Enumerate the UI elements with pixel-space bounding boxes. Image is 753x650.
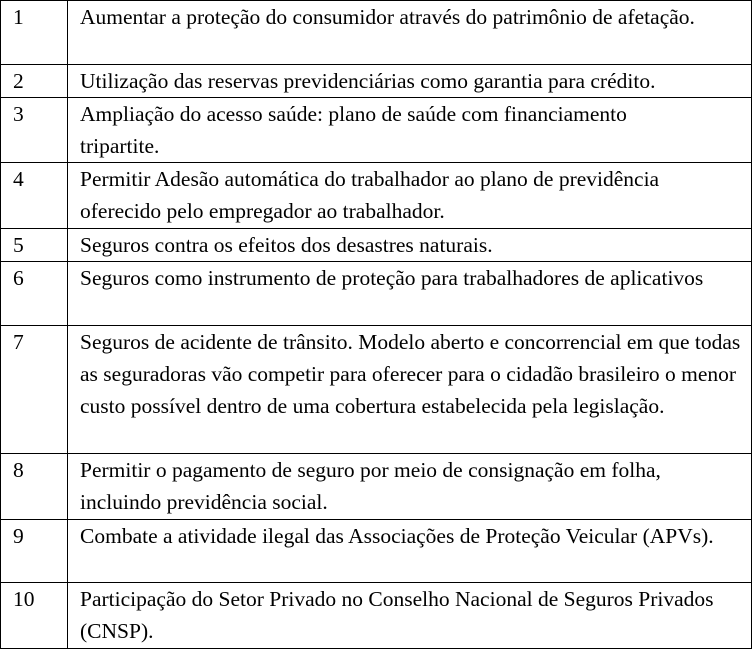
- row-number: 1: [1, 1, 68, 65]
- row-text: Aumentar a proteção do consumidor através do patrimônio de afetação.: [68, 1, 752, 65]
- row-text: Combate a atividade ilegal das Associações de Proteção Veicular (APVs).: [68, 519, 752, 583]
- row-text: Permitir o pagamento de seguro por meio de consignação em folha, incluindo previdência social.: [68, 454, 752, 520]
- row-text: Seguros como instrumento de proteção para trabalhadores de aplicativos: [68, 262, 752, 326]
- row-text: Ampliação do acesso saúde: plano de saúde com financiamento tripartite.: [68, 97, 752, 163]
- row-text: Seguros de acidente de trânsito. Modelo aberto e concorrencial em que todas as seguradoras vão competir para oferecer para o cidadão brasileiro o menor custo possível dentro de uma cobertura estabelecida pela legislação.: [68, 325, 752, 453]
- row-text: Seguros contra os efeitos dos desastres naturais.: [68, 229, 752, 262]
- row-number: 6: [1, 262, 68, 326]
- table-row: [1, 1, 752, 65]
- row-text: Permitir Adesão automática do trabalhador ao plano de previdência oferecido pelo empregador ao trabalhador.: [68, 163, 752, 229]
- row-text: Utilização das reservas previdenciárias como garantia para crédito.: [68, 64, 752, 97]
- table-row: [1, 519, 752, 583]
- table-row: [1, 454, 752, 520]
- table-row: [1, 229, 752, 262]
- row-text: Participação do Setor Privado no Conselho Nacional de Seguros Privados (CNSP).: [68, 583, 752, 649]
- table-row: [1, 163, 752, 229]
- row-number: 10: [1, 583, 68, 649]
- row-number: 8: [1, 454, 68, 520]
- row-number: 4: [1, 163, 68, 229]
- row-number: 5: [1, 229, 68, 262]
- row-number: 2: [1, 64, 68, 97]
- row-number: 7: [1, 325, 68, 453]
- table-row: [1, 325, 752, 453]
- table-row: [1, 583, 752, 649]
- row-number: 3: [1, 97, 68, 163]
- table-row: [1, 262, 752, 326]
- table-row: [1, 64, 752, 97]
- table-row: [1, 97, 752, 163]
- row-number: 9: [1, 519, 68, 583]
